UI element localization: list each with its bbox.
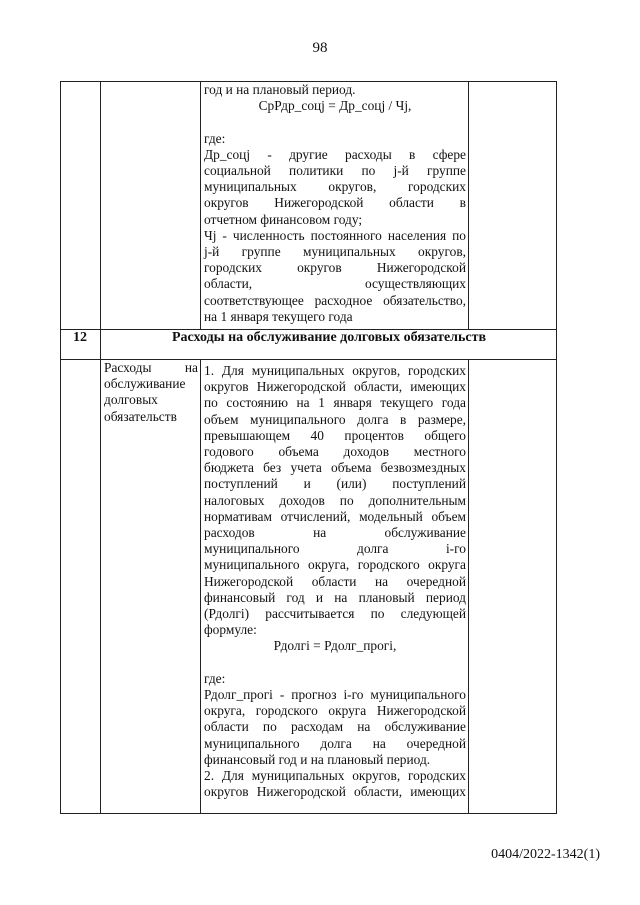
text-line: Рдолгi = Рдолг_прогi, <box>273 638 397 654</box>
table-row-debt-service <box>61 360 557 814</box>
text-line: муниципального долга i-го <box>204 541 466 557</box>
extra-cell <box>469 360 557 814</box>
text-line: социальной политики по j-й группе <box>204 163 466 178</box>
blank-line <box>204 114 466 130</box>
text-line: 1. Для муниципальных округов, городских <box>204 363 466 378</box>
text-line: финансовый год и на плановый период <box>204 589 466 605</box>
text-line: нормативам отчислений, модельный объем <box>204 508 466 524</box>
text-line: Рдолг_прогi - прогноз i-го муниципального <box>204 687 466 703</box>
text-line: превышающем 40 процентов общего <box>204 427 466 443</box>
text-line: муниципального округа, городского округа <box>204 557 466 573</box>
number-cell <box>61 82 101 330</box>
document-code: 0404/2022-1342(1) <box>491 847 600 862</box>
text-line: округов Нижегородской области, имеющих <box>204 379 466 395</box>
table-row-section-header <box>61 330 557 360</box>
section-number: 12 <box>61 330 101 360</box>
text-line: где: <box>204 670 226 686</box>
text-line: расходов на обслуживание <box>204 525 466 541</box>
text-line: формуле: <box>204 622 257 638</box>
text-line: Чj - численность постоянного населения по <box>204 227 466 243</box>
text-line: финансовый год и на плановый период. <box>204 751 431 767</box>
text-line: обязательств <box>104 408 177 424</box>
text-line: бюджета без учета объема безвозмездных <box>204 460 466 476</box>
text-line: муниципальных округов, городских <box>204 179 466 195</box>
extra-cell <box>469 82 557 330</box>
name-cell <box>101 82 201 330</box>
description-cell <box>201 360 469 814</box>
text-line: j-й группе муниципальных округов, <box>204 244 466 260</box>
text-line: годового объема доходов местного <box>204 444 466 460</box>
blank-line <box>204 655 466 671</box>
text-line: отчетном финансовом году; <box>204 211 363 227</box>
description-cell <box>201 82 469 330</box>
text-line: на 1 января текущего года <box>204 308 353 324</box>
text-line: объем муниципального долга в размере, <box>204 411 466 427</box>
section-title: Расходы на обслуживание долговых обязательств <box>101 330 557 360</box>
number-cell <box>61 360 101 814</box>
text-line: Расходы на <box>104 360 198 375</box>
text-line: СрРдр_соцj = Др_соцj / Чj, <box>258 98 412 114</box>
text-line: Нижегородской области на очередной <box>204 573 466 589</box>
text-line: год и на плановый период. <box>204 82 356 97</box>
text-line: налоговых доходов по дополнительным <box>204 492 466 508</box>
table-row-continuation <box>61 82 557 330</box>
text-line: (Рдолгi) рассчитывается по следующей <box>204 606 466 622</box>
methodology-table <box>60 81 557 814</box>
text-line: по состоянию на 1 января текущего года <box>204 395 466 411</box>
text-line: городских округов Нижегородской <box>204 260 466 276</box>
text-line: долговых <box>104 392 158 408</box>
text-line: области по расходам на обслуживание <box>204 719 466 735</box>
text-line: поступлений и (или) поступлений <box>204 476 466 492</box>
text-line: округов Нижегородской области, имеющих <box>204 784 466 800</box>
text-line: обслуживание <box>104 376 186 392</box>
text-line: Др_соцj - другие расходы в сфере <box>204 146 466 162</box>
text-line: округа, городского округа Нижегородской <box>204 703 466 719</box>
page-number: 98 <box>312 40 328 56</box>
text-line: муниципального долга на очередной <box>204 735 466 751</box>
text-line: области, осуществляющих <box>204 276 466 292</box>
text-line: округов Нижегородской области в <box>204 195 466 211</box>
expense-name-cell <box>101 360 201 814</box>
text-line: соответствующее расходное обязательство, <box>204 292 466 308</box>
text-line: где: <box>204 130 226 146</box>
text-line: 2. Для муниципальных округов, городских <box>204 768 466 784</box>
